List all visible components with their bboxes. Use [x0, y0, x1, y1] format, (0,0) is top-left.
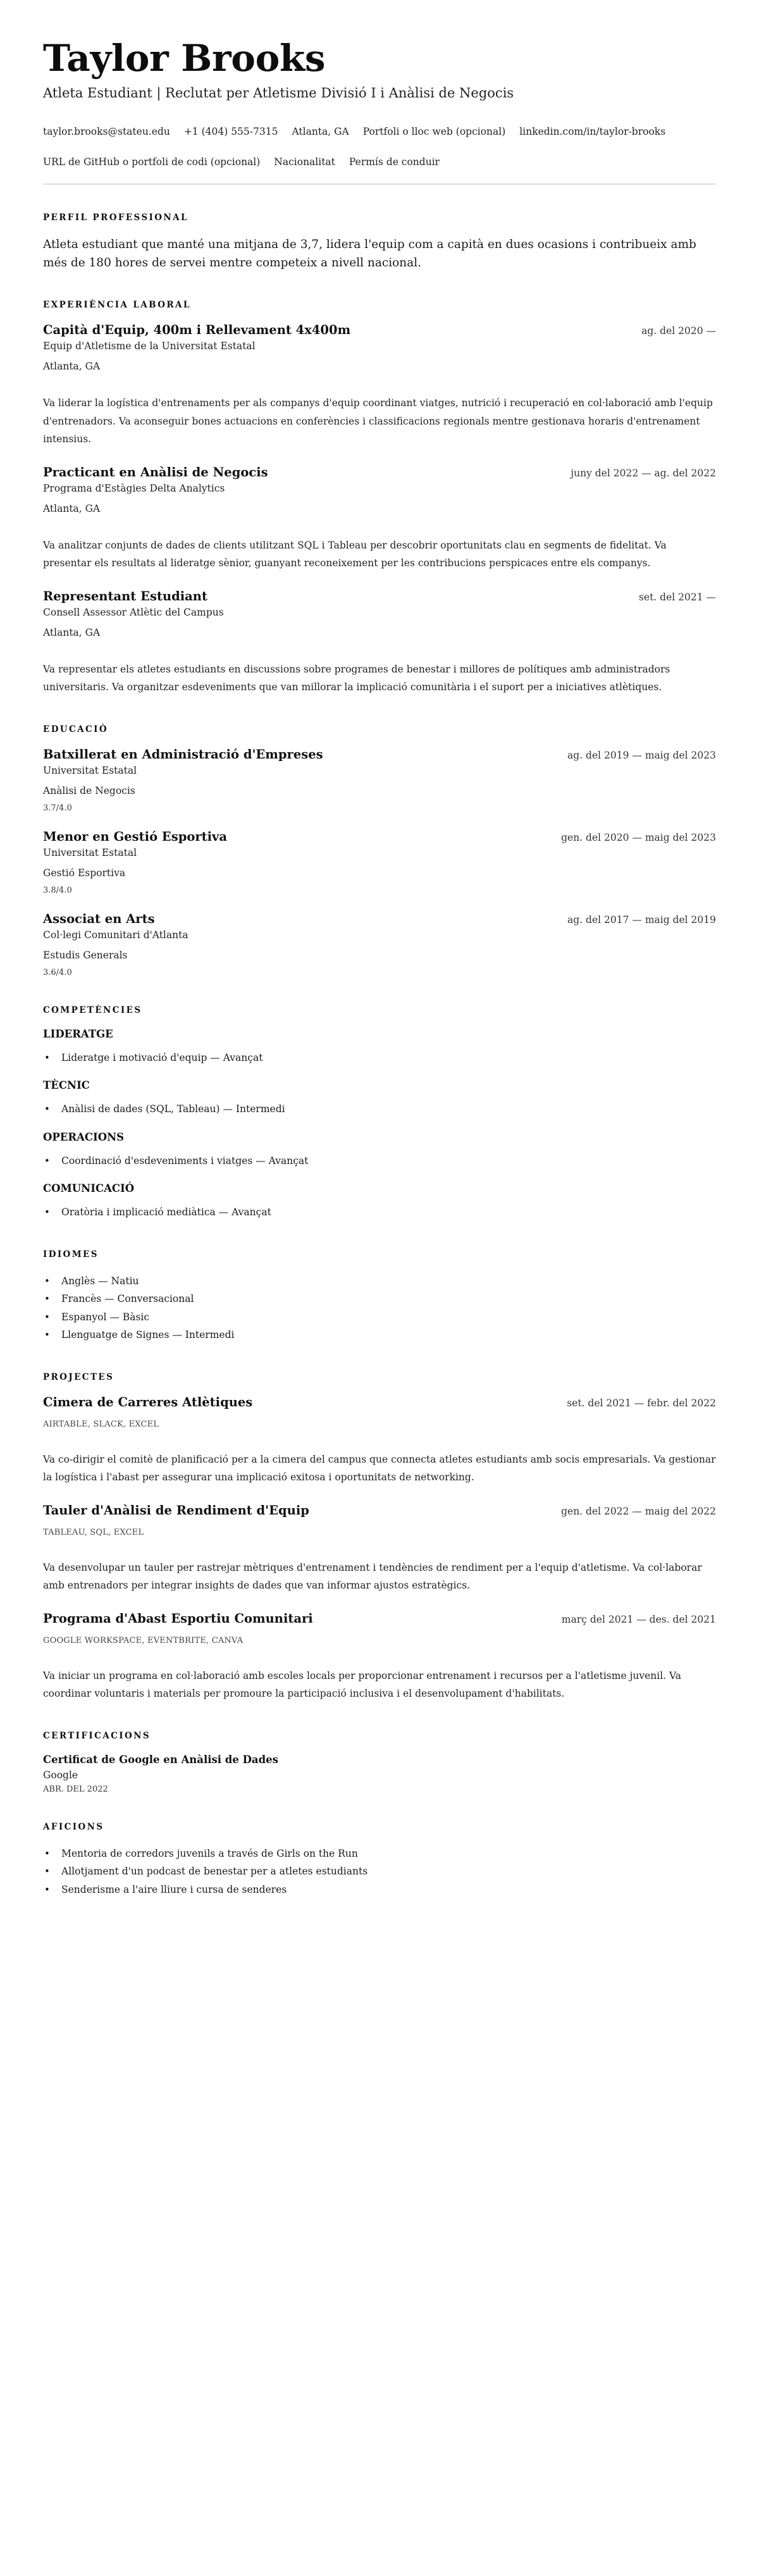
gpa: 3.7/4.0	[43, 803, 72, 813]
field-of-study: Anàlisi de Negocis	[43, 784, 135, 796]
certification-date: ABR. DEL 2022	[43, 1784, 108, 1794]
contact-nationality: Nacionalitat	[274, 156, 335, 168]
skill-group-title: COMUNICACIÓ	[43, 1182, 135, 1194]
project-name: Cimera de Carreres Atlètiques	[43, 1394, 253, 1409]
hobby-item: • Mentoria de corredors juvenils a través de Girls on the Run	[61, 1845, 716, 1863]
contact-info	[43, 116, 716, 177]
skill-item: • Oratòria i implicació mediàtica — Avançat	[61, 1203, 716, 1222]
job-organization: Programa d'Estàgies Delta Analytics	[43, 482, 225, 494]
skill-group	[43, 1131, 716, 1170]
education-entry	[43, 829, 716, 895]
skill-group	[43, 1028, 716, 1067]
project-name: Programa d'Abast Esportiu Comunitari	[43, 1611, 313, 1626]
skill-item: • Anàlisi de dades (SQL, Tableau) — Intermedi	[61, 1100, 716, 1118]
job-location: Atlanta, GA	[43, 502, 101, 514]
school-name: Universitat Estatal	[43, 764, 137, 776]
resume-header	[43, 35, 716, 185]
contact-email[interactable]: taylor.brooks@stateu.edu	[43, 126, 170, 137]
candidate-name: Taylor Brooks	[43, 37, 326, 80]
skills-section	[43, 1005, 716, 1222]
education-entry	[43, 912, 716, 977]
headline: Atleta Estudiant | Reclutat per Atletisme Divisió I i Anàlisi de Negocis	[43, 85, 514, 101]
projects-section	[43, 1372, 716, 1703]
gpa: 3.6/4.0	[43, 967, 72, 977]
job-description: Va representar els atletes estudiants en discussions sobre programes de benestar i millores de polítiques amb administradors universitaris. Va organitzar esdeveniments que van millorar la implicació comunitària i el suport per a iniciatives atlètiques.	[43, 663, 670, 693]
contact-phone[interactable]: +1 (404) 555-7315	[183, 126, 278, 137]
contact-github[interactable]: URL de GitHub o portfoli de codi (opcional)	[43, 156, 261, 168]
job-location: Atlanta, GA	[43, 361, 101, 372]
experience-section	[43, 300, 716, 697]
project-entry	[43, 1395, 716, 1487]
project-tags: TABLEAU, SQL, EXCEL	[43, 1527, 144, 1537]
education-dates: ag. del 2017 — maig del 2019	[567, 913, 716, 926]
contact-driving-license: Permís de conduir	[349, 156, 440, 168]
section-title-hobbies: AFICIONS	[43, 1821, 104, 1832]
skill-item: • Coordinació d'esdeveniments i viatges — Avançat	[61, 1152, 716, 1170]
project-name: Tauler d'Anàlisi de Rendiment d'Equip	[43, 1502, 309, 1518]
job-organization: Equip d'Atletisme de la Universitat Estatal	[43, 340, 256, 352]
section-title-projects: PROJECTES	[43, 1372, 114, 1382]
education-entry	[43, 747, 716, 813]
contact-linkedin[interactable]: linkedin.com/in/taylor-brooks	[519, 126, 666, 137]
job-dates: ag. del 2020 —	[641, 325, 716, 337]
school-name: Col·legi Comunitari d'Atlanta	[43, 929, 188, 941]
education-dates: gen. del 2020 — maig del 2023	[561, 831, 716, 843]
section-title-education: EDUCACIÓ	[43, 724, 109, 734]
project-dates: gen. del 2022 — maig del 2022	[561, 1505, 716, 1517]
skill-item: • Lideratge i motivació d'equip — Avançat	[61, 1049, 716, 1067]
section-title-languages: IDIOMES	[43, 1249, 99, 1260]
summary-text: Atleta estudiant que manté una mitjana de 3,7, lidera l'equip com a capità en dues ocasions i contribueix amb més de 180 hores de servei mentre competeix a nivell nacional.	[43, 238, 696, 269]
skill-group-title: LIDERATGE	[43, 1027, 113, 1040]
header-divider	[43, 183, 716, 185]
project-dates: març del 2021 — des. del 2021	[561, 1613, 716, 1625]
certification-issuer: Google	[43, 1769, 78, 1781]
experience-entry	[43, 323, 716, 449]
skill-group	[43, 1079, 716, 1118]
skill-group	[43, 1182, 716, 1222]
job-dates: set. del 2021 —	[638, 591, 716, 603]
project-entry	[43, 1611, 716, 1703]
section-title-summary: PERFIL PROFESSIONAL	[43, 213, 188, 223]
school-name: Universitat Estatal	[43, 846, 137, 858]
language-item: • Espanyol — Bàsic	[61, 1308, 716, 1327]
language-item: • Llenguatge de Signes — Intermedi	[61, 1326, 716, 1344]
section-title-skills: COMPETÈNCIES	[43, 1005, 142, 1015]
gpa: 3.8/4.0	[43, 885, 72, 895]
languages-list	[43, 1272, 716, 1344]
section-title-certifications: CERTIFICACIONS	[43, 1730, 151, 1741]
degree-title: Batxillerat en Administració d'Empreses	[43, 746, 323, 762]
hobbies-list	[43, 1845, 716, 1899]
contact-portfolio[interactable]: Portfoli o lloc web (opcional)	[362, 126, 506, 137]
field-of-study: Estudis Generals	[43, 949, 128, 961]
project-description: Va iniciar un programa en col·laboració amb escoles locals per proporcionar entrenament i recursos per a l'atletisme juvenil. Va coordinar voluntaris i materials per promoure la participació inclusiva i el desenvolupament d'habilitats.	[43, 1669, 682, 1699]
certifications-section	[43, 1731, 716, 1794]
project-tags: GOOGLE WORKSPACE, EVENTBRITE, CANVA	[43, 1635, 244, 1645]
certification-name: Certificat de Google en Anàlisi de Dades	[43, 1753, 278, 1766]
skill-group-title: OPERACIONS	[43, 1130, 125, 1143]
language-item: • Francès — Conversacional	[61, 1290, 716, 1308]
project-dates: set. del 2021 — febr. del 2022	[567, 1397, 716, 1409]
job-dates: juny del 2022 — ag. del 2022	[571, 467, 716, 479]
language-item: • Anglès — Natiu	[61, 1272, 716, 1291]
hobby-item: • Senderisme a l'aire lliure i cursa de senderes	[61, 1881, 716, 1899]
certification-entry	[43, 1754, 716, 1794]
degree-title: Menor en Gestió Esportiva	[43, 829, 227, 844]
experience-entry	[43, 589, 716, 697]
job-organization: Consell Assessor Atlètic del Campus	[43, 606, 224, 618]
field-of-study: Gestió Esportiva	[43, 867, 126, 879]
section-title-experience: EXPERIÈNCIA LABORAL	[43, 300, 191, 310]
job-location: Atlanta, GA	[43, 626, 101, 638]
project-description: Va co-dirigir el comitè de planificació per a la cimera del campus que connecta atletes estudiants amb socis empresarials. Va gestionar la logística i l'abast per assegurar una implicació exitosa i oportunitats de networking.	[43, 1453, 716, 1483]
languages-section	[43, 1249, 716, 1344]
job-description: Va liderar la logística d'entrenaments per als companys d'equip coordinant viatges, nutrició i recuperació en col·laboració amb l'equip d'entrenadors. Va aconseguir bones actuacions en conferències i classificacions regionals mentre gestionava horaris d'entrenament intensius.	[43, 397, 713, 445]
skill-group-title: TÈCNIC	[43, 1079, 90, 1091]
hobbies-section	[43, 1822, 716, 1899]
summary-section	[43, 213, 716, 272]
education-dates: ag. del 2019 — maig del 2023	[567, 749, 716, 761]
job-title: Practicant en Anàlisi de Negocis	[43, 464, 268, 480]
job-title: Capità d'Equip, 400m i Rellevament 4x400m	[43, 323, 351, 337]
project-tags: AIRTABLE, SLACK, EXCEL	[43, 1419, 159, 1429]
hobby-item: • Allotjament d'un podcast de benestar per a atletes estudiants	[61, 1862, 716, 1881]
education-section	[43, 724, 716, 977]
job-description: Va analitzar conjunts de dades de clients utilitzant SQL i Tableau per descobrir oportunitats clau en segments de fidelitat. Va presentar els resultats al lideratge sènior, guanyant reconeixement per les contribucions perspicaces entre els companys.	[43, 539, 667, 569]
contact-location: Atlanta, GA	[292, 126, 349, 137]
project-description: Va desenvolupar un tauler per rastrejar mètriques d'entrenament i tendències de rendiment per a l'equip d'atletisme. Va col·laborar amb entrenadors per integrar insights de dades que van informar ajustos estratègics.	[43, 1561, 702, 1591]
degree-title: Associat en Arts	[43, 911, 155, 926]
project-entry	[43, 1503, 716, 1595]
experience-entry	[43, 465, 716, 573]
job-title: Representant Estudiant	[43, 588, 207, 604]
